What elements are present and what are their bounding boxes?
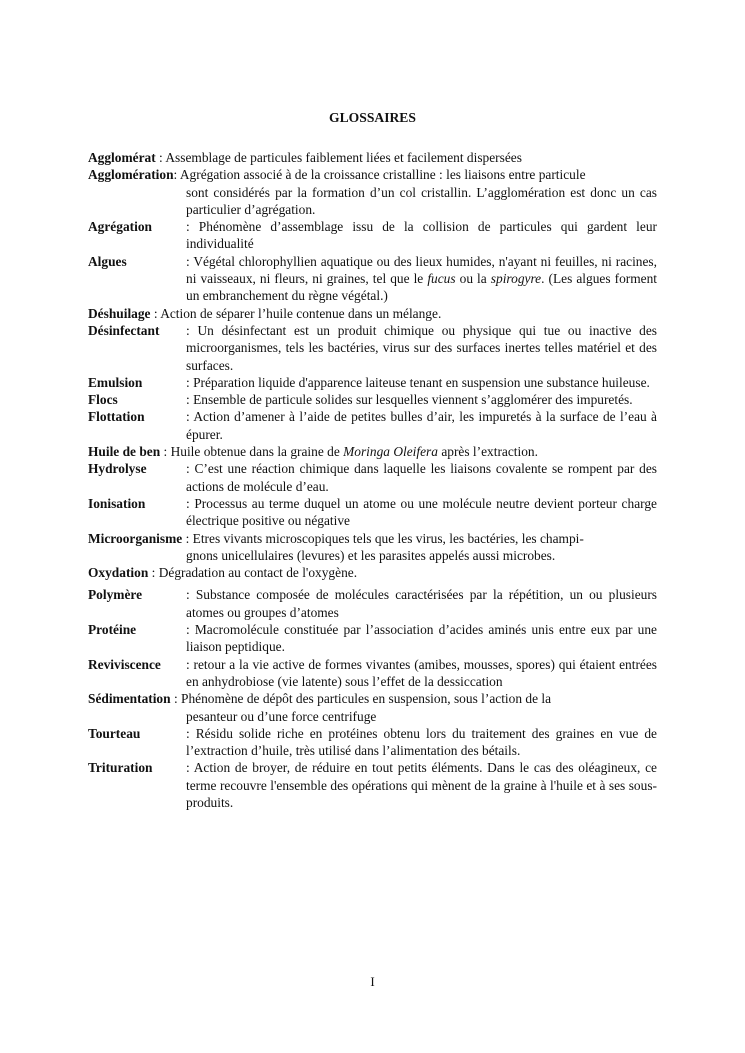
glossary-definition: : Résidu solide riche en protéines obtenu lors du traitement des graines en vue de l’extraction d’huile, très utilisé dans l’alimentation des bétails.: [186, 725, 657, 759]
glossary-term: Tourteau: [88, 725, 141, 741]
glossary-entry: [88, 149, 657, 166]
glossary-definition: Huile obtenue dans la graine de Moringa Oleifera après l’extraction.: [170, 444, 538, 460]
glossary-term: Désinfectant: [88, 322, 160, 338]
glossary-entry: [88, 759, 657, 811]
glossary-inline-line: Microorganisme : Etres vivants microscopiques tels que les virus, les bactéries, les champi- gnons unicellulaires (levures) et les parasites appelés aussi microbes.: [88, 530, 657, 565]
glossary-term: Huile de ben: [88, 444, 161, 460]
glossary-entry: [88, 530, 657, 565]
glossary-entry: [88, 564, 657, 581]
glossary-term: Déshuilage: [88, 305, 151, 321]
glossary-term: Reviviscence: [88, 656, 161, 672]
glossary-inline-line: Oxydation : Dégradation au contact de l'oxygène.: [88, 565, 358, 581]
glossary-entry: [88, 460, 657, 495]
glossary-entry: [88, 621, 657, 656]
page-title: GLOSSAIRES: [329, 110, 416, 125]
glossary-definition-continued: pesanteur ou d’une force centrifuge: [186, 708, 377, 724]
glossary-definition: Phénomène de dépôt des particules en suspension, sous l’action de la: [181, 691, 552, 707]
glossary-inline-line: Agglomérat : Assemblage de particules faiblement liées et facilement dispersées: [88, 150, 522, 165]
glossary-inline-line: Sédimentation : Phénomène de dépôt des particules en suspension, sous l’action de la pesanteur ou d’une force centrifuge: [88, 690, 657, 725]
glossary-definition: Action de séparer l’huile contenue dans un mélange.: [160, 305, 442, 321]
glossary-definition: Agrégation associé à de la croissance cristalline : les liaisons entre particule: [179, 167, 586, 183]
glossary-term: Emulsion: [88, 374, 143, 390]
glossary-term: Agrégation: [88, 219, 152, 235]
glossary-term: Ionisation: [88, 495, 146, 511]
glossary-term: Protéine: [88, 622, 137, 638]
glossary-term: Agglomération: [88, 167, 174, 183]
glossary-entry: [88, 656, 657, 691]
glossary-entry: [88, 218, 657, 253]
italic-term: spirogyre: [490, 271, 542, 287]
glossary-entry: [88, 322, 657, 374]
glossary-term: Flottation: [88, 409, 145, 425]
glossary-definition: : Végétal chlorophyllien aquatique ou des lieux humides, n'ayant ni feuilles, ni racines, ni vaisseaux, ni fleurs, ni graines, tel que le fucus ou la spirogyre. (Les algues forment un embranchement du règne végétal.): [186, 253, 658, 304]
glossary-entry: [88, 374, 657, 391]
glossary-term: Polymère: [88, 587, 143, 603]
glossary-entry: [88, 408, 657, 443]
glossary-definition: : Phénomène d’assemblage issu de la collision de particules qui gardent leur individualité: [186, 219, 657, 252]
glossary-definition: : Processus au terme duquel un atome ou une molécule neutre devient porteur charge électrique positive ou négative: [186, 495, 657, 529]
glossary-entry: [88, 690, 657, 725]
glossary-term: Algues: [88, 253, 127, 269]
glossary-term: Oxydation: [88, 565, 149, 581]
glossary-definition: : Préparation liquide d'apparence laiteuse tenant en suspension une substance huileuse.: [186, 374, 650, 390]
page-number: I: [370, 974, 375, 989]
glossary-definition: Dégradation au contact de l'oxygène.: [158, 565, 358, 581]
glossary-definition: : Action de broyer, de réduire en tout petits éléments. Dans le cas des oléagineux, ce terme recouvre l'ensemble des opérations qui mènent de la graine à l'huile et à ses sous-produits.: [186, 760, 657, 810]
glossary-entry: [88, 305, 657, 322]
glossary-inline-line: Déshuilage : Action de séparer l’huile contenue dans un mélange.: [88, 305, 442, 321]
glossary-term: Trituration: [88, 760, 153, 776]
glossary-term: Sédimentation: [88, 691, 171, 707]
glossary-entry: [88, 166, 657, 218]
glossary-definition-continued: gnons unicellulaires (levures) et les parasites appelés aussi microbes.: [186, 547, 556, 563]
glossary-definition: : retour a la vie active de formes vivantes (amibes, mousses, spores) qui étaient entrées en anhydrobiose (vie latente) sous l’effet de la dessiccation: [186, 656, 657, 689]
glossary-definition: : Substance composée de molécules caractérisées par la répétition, un ou plusieurs atomes ou groupes d’atomes: [186, 587, 657, 620]
italic-term: Moringa Oleifera: [343, 444, 438, 460]
glossary-entry: [88, 725, 657, 760]
glossary-entry: [88, 443, 657, 460]
glossary-entry: [88, 586, 657, 621]
glossary-term: Agglomérat: [88, 150, 156, 165]
glossary-definition-continued: sont considérés par la formation d’un col cristallin. L’agglomération est donc un cas particulier d’agrégation.: [186, 184, 657, 217]
glossary-entry: [88, 391, 657, 408]
glossary-definition: Etres vivants microscopiques tels que les virus, les bactéries, les champi-: [192, 530, 584, 546]
glossary-term: Microorganisme: [88, 530, 183, 546]
italic-term: fucus: [427, 271, 456, 287]
glossary-definition: : Ensemble de particule solides sur lesquelles viennent s’agglomérer des impuretés.: [186, 392, 633, 408]
glossary-entry: [88, 495, 657, 530]
glossary-term: Hydrolyse: [88, 461, 147, 477]
glossary-definition: Assemblage de particules faiblement liées et facilement dispersées: [165, 150, 522, 165]
glossary-definition: : Action d’amener à l’aide de petites bulles d’air, les impuretés à la surface de l’eau à épurer.: [186, 409, 657, 442]
glossary-inline-line: Huile de ben : Huile obtenue dans la graine de Moringa Oleifera après l’extraction.: [88, 444, 538, 460]
glossary-list: [88, 149, 657, 811]
glossary-term: Flocs: [88, 392, 118, 408]
glossary-entry: [88, 253, 657, 305]
glossary-inline-line: Agglomération: Agrégation associé à de la croissance cristalline : les liaisons entre particule sont considérés par la formation d’un col cristallin. L’agglomération est donc un cas particulier d’agrégation.: [88, 167, 657, 217]
glossary-definition: : Un désinfectant est un produit chimique ou physique qui tue ou inactive des microorganismes, tels les bactéries, virus sur des surfaces inertes telles matériel et des surfaces.: [186, 322, 657, 373]
glossary-definition: : C’est une réaction chimique dans laquelle les liaisons covalente se rompent par des actions de molécule d’eau.: [186, 461, 657, 494]
glossary-definition: : Macromolécule constituée par l’association d’acides aminés unis entre eux par une liaison peptidique.: [186, 622, 657, 655]
